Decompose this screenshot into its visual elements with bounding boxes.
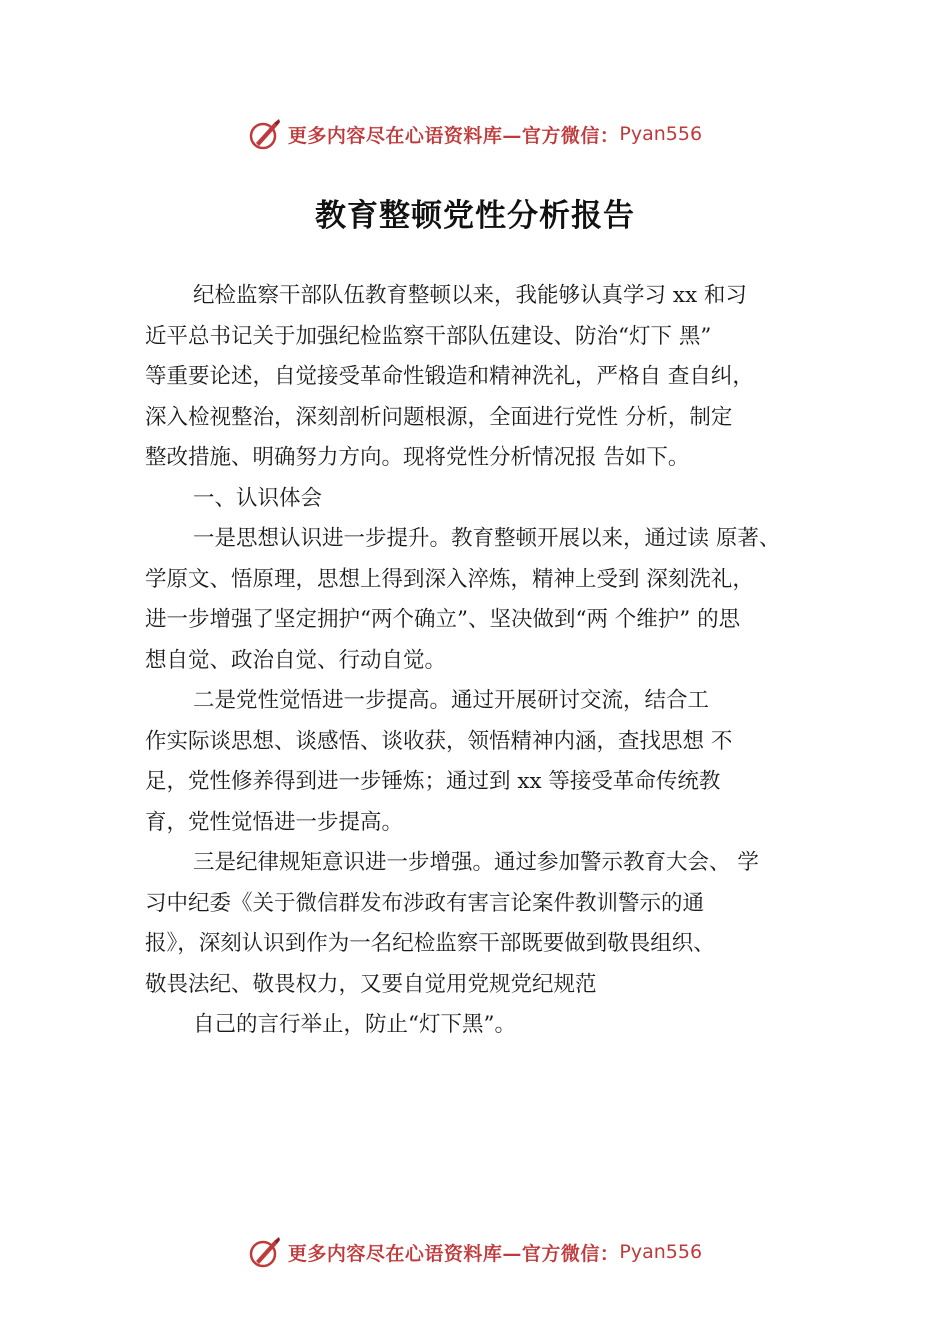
body-line: 进一步增强了坚定拥护“两个确立”、坚决做到“两 个维护” 的思 [145,607,741,632]
header-watermark-banner [0,114,950,154]
body-line: 足，党性修养得到进一步锤炼；通过到 xx 等接受革命传统教 [145,769,721,794]
pen-logo-icon [248,1235,282,1269]
body-line: 深入检视整治，深刻剖析问题根源，全面进行党性 分析，制定 [145,404,733,430]
body-line: 三是纪律规矩意识进一步增强。通过参加警示教育大会、 学 [193,850,759,875]
section-heading: 一、认识体会 [193,485,323,511]
banner-wechat-handle: Pyan556 [619,1241,703,1263]
body-line: 二是党性觉悟进一步提高。通过开展研讨交流，结合工 [193,688,710,713]
pen-logo-icon [248,117,282,151]
body-line: 敬畏法纪、敬畏权力，又要自觉用党规党纪规范 [145,971,597,997]
banner-text: 更多内容尽在心语资料库—官方微信： [287,124,620,147]
body-line: 纪检监察干部队伍教育整顿以来，我能够认真学习 xx 和习 [193,283,747,308]
document-title: 教育整顿党性分析报告 [315,198,635,234]
body-line: 学原文、悟原理，思想上得到深入淬炼，精神上受到 深刻洗礼， [145,566,754,592]
body-line: 等重要论述，自觉接受革命性锻造和精神洗礼，严格自 查自纠， [145,364,754,389]
body-line: 习中纪委《关于微信群发布涉政有害言论案件教训警示的通 [145,890,705,916]
body-line: 报》，深刻认识到作为一名纪检监察干部既要做到敬畏组织、 [145,931,715,956]
body-line: 自己的言行举止，防止“灯下黑”。 [193,1012,516,1037]
body-line: 整改措施、明确努力方向。现将党性分析情况报 告如下。 [145,445,690,470]
body-line: 育，党性觉悟进一步提高。 [145,809,404,835]
banner-text: 更多内容尽在心语资料库—官方微信： [287,1242,620,1265]
banner-wechat-handle: Pyan556 [619,123,703,145]
footer-watermark-banner [0,1232,950,1272]
body-line: 想自觉、政治自觉、行动自觉。 [145,647,447,673]
body-line: 一是思想认识进一步提升。教育整顿开展以来，通过读 原著、 [193,526,781,551]
document-body [145,276,845,1046]
body-line: 近平总书记关于加强纪检监察干部队伍建设、防治“灯下 黑” [145,323,712,349]
body-line: 作实际谈思想、谈感悟、谈收获，领悟精神内涵，查找思想 不 [145,728,733,754]
